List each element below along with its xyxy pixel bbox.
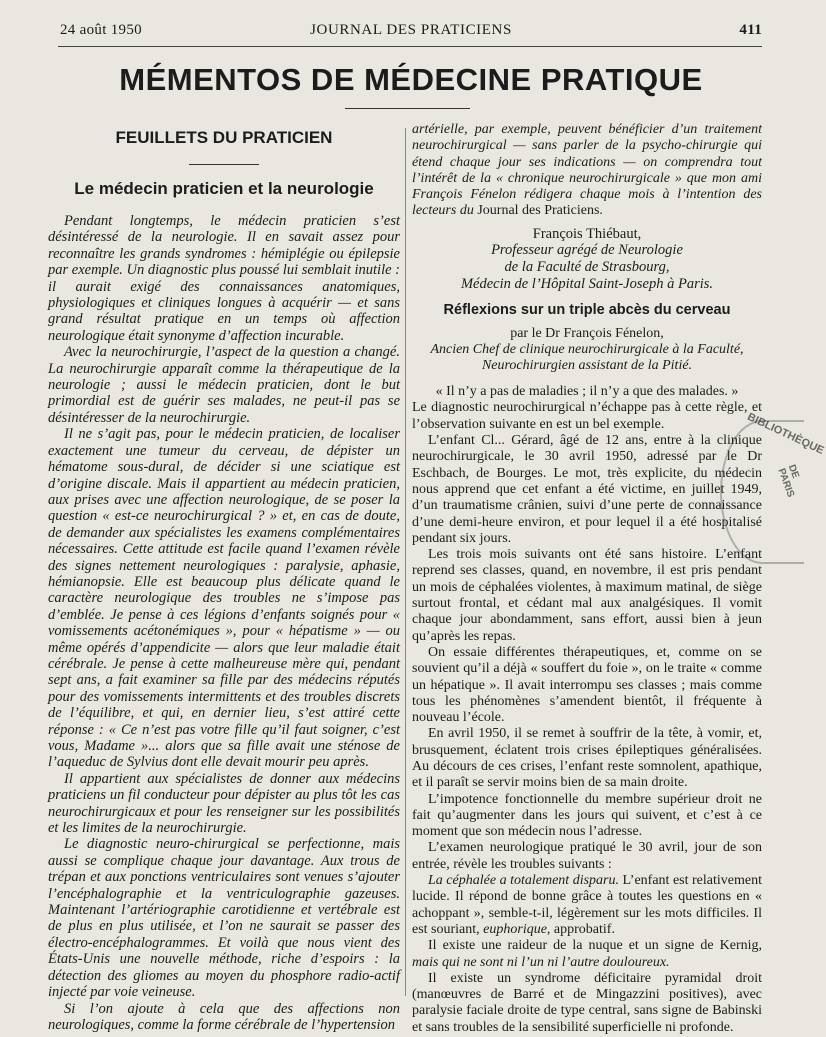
paragraph: En avril 1950, il se remet à souffrir de la tête, à vomir, et, brusquement, éclatent trois crises épileptiques généralisées. Au décours de ces crises, l’enfant reste somnolent, apathique, et il paraît se servir moins bien de sa main droite.: [412, 726, 762, 791]
paragraph: [412, 873, 762, 938]
exam-text: approbatif.: [550, 921, 615, 937]
signature-name: François Thiébaut,: [532, 225, 642, 242]
signature: [412, 226, 762, 292]
exam-italic: La céphalée a totalement disparu.: [428, 873, 619, 889]
paragraph: L’impotence fonctionnelle du membre supérieur droit ne fait qu’augmenter dans les jours qui suivent, et c’est à ce moment que son médecin nous l’adresse.: [412, 791, 762, 840]
paragraph: L’examen neurologique pratiqué le 30 avril, jour de son entrée, révèle les troubles suivants :: [412, 840, 762, 872]
paragraph: Si l’on ajoute à cela que des affections non neurologiques, comme la forme cérébrale de l’hypertension: [48, 1000, 400, 1033]
paragraph: Il appartient aux spécialistes de donner aux médecins praticiens un fil conducteur pour dépister au plus tôt les cas neurochirurgicaux et pour les renseigner sur les possibilités et les limites de la neurochirurgie.: [48, 770, 400, 837]
epigraph: « Il n’y a pas de maladies ; il n’y a que des malades. »: [435, 384, 739, 400]
right-column: [412, 122, 762, 1036]
paragraph: [412, 938, 762, 971]
article-title: Le médecin praticien et la neurologie: [74, 179, 374, 198]
signature-line: Professeur agrégé de Neurologie: [491, 242, 683, 259]
section-rule: [189, 164, 259, 165]
stamp-text: DE PARIS: [775, 463, 801, 499]
continuation-tail: Journal des Praticiens.: [477, 203, 603, 219]
paragraph: Pendant longtemps, le médecin praticien s’est désintéressé de la neurologie. Il en savait assez pour reconnaître les grands syndromes : hémiplégie ou épilepsie par exemple. Un diagnostic plus poussé lui semblait inutile : il aurait exigé des connaissances anatomiques, physiologiques et cliniques longues à acquérir — et sans grand résultat pratique en un temps où affection neurologique était synonyme d’affection incurable.: [48, 213, 400, 344]
paragraph: On essaie différentes thérapeutiques, et, comme on se souvient qu’il a déjà « souffert du foie », on le traite « comme un hépatique ». Il avait interrompu ses classes ; mais comme tous les phénomènes s’amendent bientôt, il fréquente à nouveau l’école.: [412, 644, 762, 726]
paragraph: Les trois mois suivants ont été sans histoire. L’enfant reprend ses classes, quand, en novembre, il est pris pendant un mois de céphalées violentes, à maximum matinal, de siège surtout frontal, et cédant mal aux analgésiques. Il vomit chaque jour abondamment, sans effort, aussi bien à jeun qu’après les repas.: [412, 547, 762, 644]
paragraph: Il ne s’agit pas, pour le médecin praticien, de localiser exactement une tumeur du cerveau, de dépister un hématome sous-dural, de décider si une sciatique est d’origine discale. Mais il appartient au médecin praticien, aux prises avec une affection neurologique, de se poser la question « est-ce neurochirurgical ? » et, en cas de doute, de demander aux spécialistes les examens complémentaires nécessaires. Cette attitude est facile quand l’examen révèle des signes nettement neurologiques : paralysie, aphasie, hémianopsie. Elle est beaucoup plus délicate quand le caractère neurologique des troubles ne s’impose pas d’emblée. Je pense à ces légions d’enfants soignés pour « vomissements acétonémiques », pour « hépatisme » — ou même opérés d’appendicite — alors que leur maladie était cérébrale. Je pense à cette malheureuse mère qui, pendant sept ans, a fait examiner sa fille par des médecins réputés pour des vomissements intermittents et des troubles discrets de l’équilibre, et qui, en dernier lieu, s’est attiré cette réponse : « Ce n’est pas votre fille qu’il faut soigner, c’est vous, Madame »... alors que sa fille avait une sténose de l’aqueduc de Sylvius dont elle devait mourir peu après.: [48, 426, 400, 771]
exam-text: L’enfant est relativement lucide. Il répond de bonne grâce à toutes les questions en « achoppant », semble-t-il, légèrement sur les mots difficiles. Il est souriant,: [412, 873, 762, 937]
paragraph: Avec la neurochirurgie, l’aspect de la question a changé. La neurochirurgie apparaît comme la thérapeutique de la neurologie ; aussi le médecin praticien, dont le but primordial est de guérir ses malades, ne peut-il pas se désintéresser de la neurochirurgie.: [48, 344, 400, 426]
page-title: MÉMENTOS DE MÉDECINE PRATIQUE: [119, 62, 703, 97]
byline-role: Neurochirurgien assistant de la Pitié.: [481, 358, 693, 374]
page-number: 411: [739, 22, 762, 38]
signature-line: de la Faculté de Strasbourg,: [504, 258, 670, 275]
byline-role: Ancien Chef de clinique neurochirurgicale à la Faculté,: [430, 342, 744, 358]
raideur-italic: mais qui ne sont ni l’un ni l’autre douloureux.: [412, 954, 670, 970]
journal-name: JOURNAL DES PRATICIENS: [310, 22, 512, 38]
article-title: Réflexions sur un triple abcès du cerveau: [443, 302, 731, 319]
running-head: [60, 22, 762, 44]
byline-author: par le Dr François Fénelon,: [510, 326, 664, 342]
continuation-text: artérielle, par exemple, peuvent bénéficier d’un traitement neurochirurgical — sans parler de la psycho-chirurgie qui étend chaque jour ses indications — on comprendra tout l’intérêt de la « chronique neurochirurgicale » que mon ami François Fénelon rédigera chaque mois à l’intention des lecteurs du: [412, 122, 762, 219]
header-rule: [58, 46, 762, 47]
byline: [412, 326, 762, 374]
left-column: [48, 122, 400, 1033]
signature-line: Médecin de l’Hôpital Saint-Joseph à Paris.: [460, 275, 714, 292]
continuation-paragraph: [412, 122, 762, 220]
title-rule: [345, 108, 470, 109]
column-divider: [405, 128, 406, 996]
exam-italic: euphorique,: [483, 921, 551, 937]
issue-date: 24 août 1950: [60, 22, 142, 38]
stamp-text: BIBLIOTHÈQUE: [745, 410, 826, 458]
raideur-text: Il existe une raideur de la nuque et un signe de Kernig,: [428, 938, 762, 954]
section-title: FEUILLETS DU PRATICIEN: [115, 128, 333, 147]
paragraph: Le diagnostic neurochirurgical n’échappe pas à cette règle, et l’observation suivante en est un bel exemple.: [412, 400, 762, 432]
paragraph: L’enfant Cl... Gérard, âgé de 12 ans, entre à la clinique neurochirurgicale, le 30 avril 1950, adressé par le Dr Eschbach, de Bourges. Le mot, très explicite, du médecin nous apprend que cet enfant a été victime, en juillet 1949, d’un traumatisme crânien, suivi d’une perte de connaissance d’une demi-heure environ, et pour lequel il a été hospitalisé pendant six jours.: [412, 433, 762, 546]
paragraph: Il existe un syndrome déficitaire pyramidal droit (manœuvres de Barré et de Mingazzini positives), avec paralysie faciale droite de type central, sans signe de Babinski et sans troubles de la sensibilité superficielle ni profonde.: [412, 970, 762, 1035]
paragraph: Le diagnostic neuro-chirurgical se perfectionne, mais aussi se complique chaque jour davantage. Aux trous de trépan et aux ponctions ventriculaires sont venues s’ajouter l’encéphalographie et la ventriculographie gazeuses. Maintenant l’artériographie carotidienne et vertébrale est de plus en plus utilisée, et l’on ne saurait se passer des électro-encéphalogrammes. Et voilà que nous vient des États-Unis une nouvelle méthode, riche d’espoirs : la détection des gliomes au moyen du phosphore radio-actif injecté par voie veineuse.: [48, 836, 400, 1001]
